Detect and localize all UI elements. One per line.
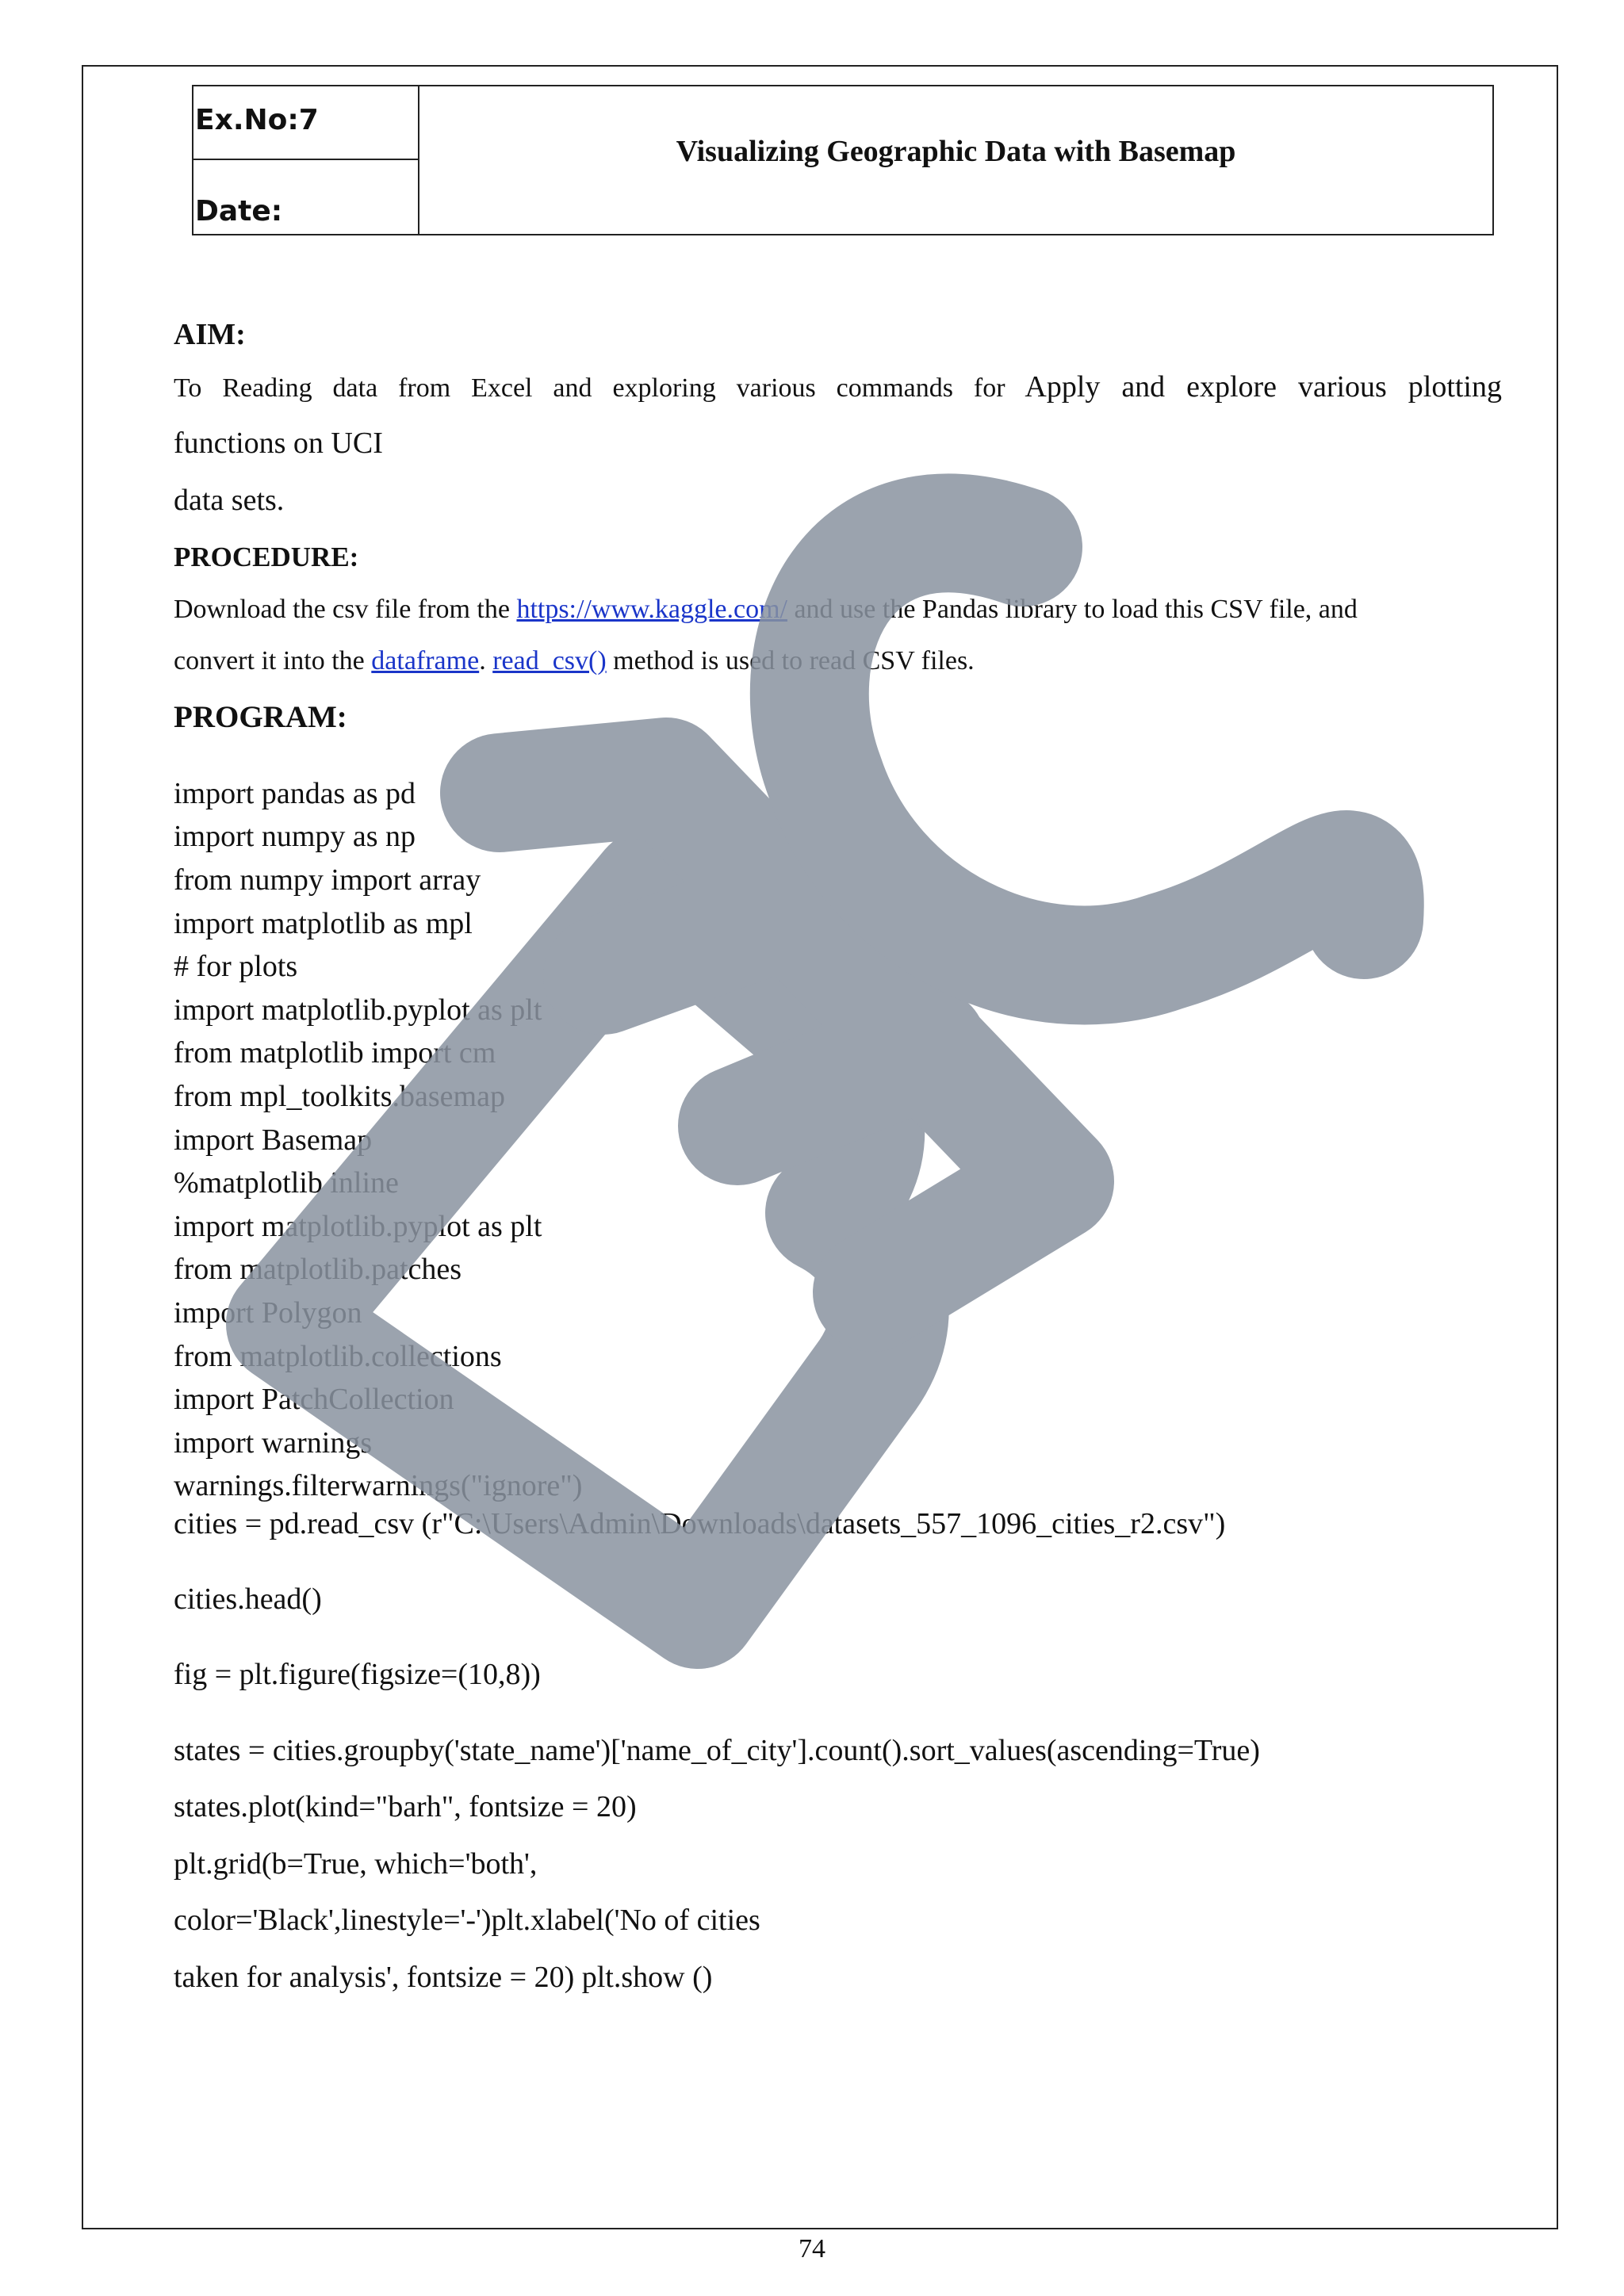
code-line: import numpy as np xyxy=(174,820,416,853)
date-label: Date: xyxy=(195,195,283,228)
read-csv-link[interactable]: read_csv() xyxy=(492,646,607,675)
header-left-cell xyxy=(193,86,419,234)
aim-heading: AIM: xyxy=(174,318,246,351)
page-number: 74 xyxy=(799,2234,825,2263)
page-title: Visualizing Geographic Data with Basemap xyxy=(676,135,1236,168)
procedure-line-1-prefix: Download the csv file from the xyxy=(174,595,517,624)
code-line: from matplotlib.patches xyxy=(174,1253,462,1286)
aim-line-1-part-2: Apply and explore various plotting xyxy=(1025,370,1502,404)
code-line: import Polygon xyxy=(174,1296,362,1330)
code-line: from matplotlib.collections xyxy=(174,1340,502,1373)
code-line: %matplotlib inline xyxy=(174,1166,399,1200)
procedure-heading: PROCEDURE: xyxy=(174,541,359,572)
code-line: fig = plt.figure(figsize=(10,8)) xyxy=(174,1658,541,1691)
aim-line-2: functions on UCI xyxy=(174,427,383,460)
procedure-line-2 xyxy=(174,646,975,676)
code-line: import Basemap xyxy=(174,1123,373,1157)
code-line: import matplotlib.pyplot as plt xyxy=(174,993,542,1027)
code-line: cities = pd.read_csv (r"C:\Users\Admin\Downloads\datasets_557_1096_cities_r2.csv") xyxy=(174,1507,1226,1540)
procedure-line-2-dot: . xyxy=(479,646,493,675)
code-line: from mpl_toolkits.basemap xyxy=(174,1080,505,1113)
procedure-line-1 xyxy=(174,595,1358,625)
code-line: import warnings xyxy=(174,1426,373,1460)
procedure-line-2-suffix: method is used to read CSV files. xyxy=(606,646,975,675)
code-line: import matplotlib.pyplot as plt xyxy=(174,1210,542,1243)
aim-line-1 xyxy=(174,369,1502,404)
aim-line-3: data sets. xyxy=(174,484,285,517)
code-line: cities.head() xyxy=(174,1582,322,1616)
code-line: from numpy import array xyxy=(174,863,481,897)
procedure-line-2-prefix: convert it into the xyxy=(174,646,372,675)
code-line: import PatchCollection xyxy=(174,1383,454,1416)
dataframe-link[interactable]: dataframe xyxy=(371,646,480,675)
procedure-line-1-suffix: and use the Pandas library to load this CSV file, and xyxy=(787,595,1358,624)
exercise-number: Ex.No:7 xyxy=(195,104,319,136)
code-line: import matplotlib as mpl xyxy=(174,907,473,940)
code-line: plt.grid(b=True, which='both', xyxy=(174,1847,538,1881)
code-line: # for plots xyxy=(174,950,298,983)
code-line: states = cities.groupby('state_name')['name_of_city'].count().sort_values(ascending=True) xyxy=(174,1734,1260,1767)
kaggle-link[interactable]: https://www.kaggle.com/ xyxy=(516,595,787,624)
code-line: import pandas as pd xyxy=(174,777,416,810)
header-table xyxy=(192,85,1494,235)
aim-line-1-part-1: To Reading data from Excel and exploring various commands for xyxy=(174,373,1005,403)
header-divider xyxy=(193,159,418,160)
code-line: from matplotlib import cm xyxy=(174,1036,496,1070)
code-line: states.plot(kind="barh", fontsize = 20) xyxy=(174,1790,637,1823)
code-line: warnings.filterwarnings("ignore") xyxy=(174,1469,583,1502)
code-line: taken for analysis', fontsize = 20) plt.show () xyxy=(174,1961,713,1994)
code-line: color='Black',linestyle='-')plt.xlabel('No of cities xyxy=(174,1904,760,1937)
program-heading: PROGRAM: xyxy=(174,700,347,734)
